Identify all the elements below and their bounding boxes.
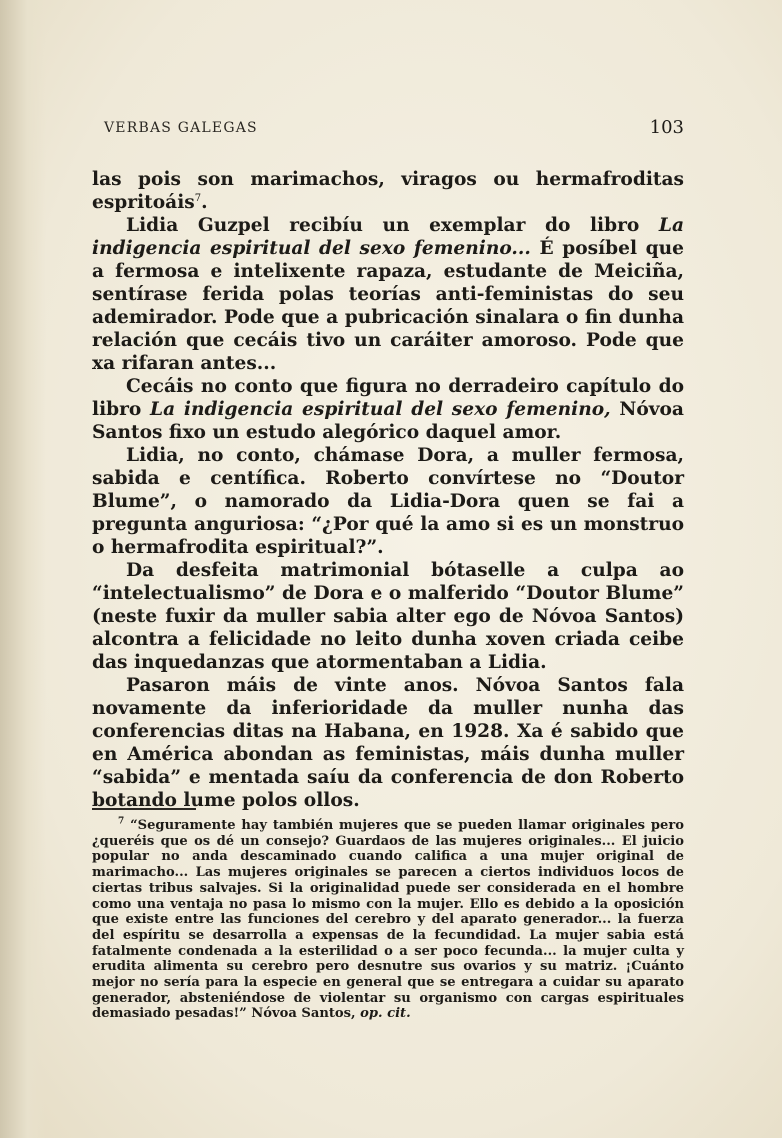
footnote-text: “Seguramente hay también mujeres que se pueden llamar originales pero ¿queréis que os dé un consejo? Guardaos de las mujeres originales... El juicio popular no anda descaminado cuando califica a una mujer original de marimacho... Las mujeres originales se parecen a ciertos individuos locos de ciertas tribus salvajes. Si la originalidad puede ser considerada en el hombre como una ventaja no pasa lo mismo con la mujer. Ello es debido a la oposición que existe entre las funciones del cerebro y del aparato generador... la fuerza del espíritu se desarrolla a expensas de la fecundidad. La mujer sabia está fatalmente condenada a la esterilidad o a ser poco fecunda... la mujer culta y erudita alimenta su cerebro pero desnutre sus ovarios y su matriz. ¡Cuánto mejor no sería para la especie en general que se entregara a cuidar su aparato generador, absteniéndose de violentar su organismo con cargas espirituales demasiado pesadas!” Nóvoa Santos, xyxy=(92,818,685,1022)
paragraph-6: Pasaron máis de vinte anos. Nóvoa Santos fala novamente da inferioridade da muller nunha das conferencias ditas na Habana, en 1928. Xa é sabido que en América abondan as feministas, máis dunha muller “sabida” e mentada saíu da conferencia de don Roberto botando lume polos ollos. xyxy=(92,675,684,811)
binding-shadow xyxy=(0,0,46,1138)
paragraph-2-text-b: É posíbel que a fermosa e intelixente rapaza, estudante de Meiciña, sentírase ferida polas teorías anti-feministas do seu ademirador. Pode que a pubricación sinalara o fin dunha relación que cecáis tivo un caráiter amoroso. Pode que xa rifaran antes... xyxy=(92,238,684,374)
paragraph-1 xyxy=(92,168,684,214)
page-header xyxy=(104,117,684,143)
paragraph-2 xyxy=(92,214,684,375)
footnote-reference: 7 xyxy=(194,192,202,204)
footnote-rule xyxy=(92,808,196,810)
paragraph-1-text: las pois son marimachos, viragos ou hermafroditas espritoáis xyxy=(92,169,684,213)
paragraph-3-text-a: Cecáis no conto que figura no derradeiro capítulo do libro xyxy=(92,376,684,420)
paragraph-1-end: . xyxy=(201,192,208,213)
body-text xyxy=(92,168,684,812)
paragraph-3-text-b: Nóvoa Santos fixo un estudo alegórico daquel amor. xyxy=(92,399,684,443)
footnote-mark: 7 xyxy=(118,816,125,827)
paragraph-4: Lidia, no conto, chámase Dora, a muller fermosa, sabida e centífica. Roberto convírtese no “Doutor Blume”, o namorado da Lidia-Dora quen se fai a pregunta anguriosa: “¿Por qué la amo si es un monstruo o hermafrodita espiritual?”. xyxy=(92,445,684,558)
footnote-citation: op. cit. xyxy=(360,1006,411,1022)
page-number: 103 xyxy=(649,117,684,138)
footnote xyxy=(92,818,684,1022)
paragraph-2-text-a: Lidia Guzpel recibíu un exemplar do libro xyxy=(126,215,659,236)
paragraph-3 xyxy=(92,375,684,444)
book-title-italic: La indigencia espiritual del sexo femenino... xyxy=(92,215,684,259)
running-head: VERBAS GALEGAS xyxy=(104,120,258,136)
book-title-italic: La indigencia espiritual del sexo femenino, xyxy=(150,399,611,420)
paragraph-5: Da desfeita matrimonial bótaselle a culpa ao “intelectualismo” de Dora e o malferido “Doutor Blume” (neste fuxir da muller sabia alter ego de Nóvoa Santos) alcontra a felicidade no leito dunha xoven criada ceibe das inquedanzas que atormentaban a Lidia. xyxy=(92,560,684,673)
